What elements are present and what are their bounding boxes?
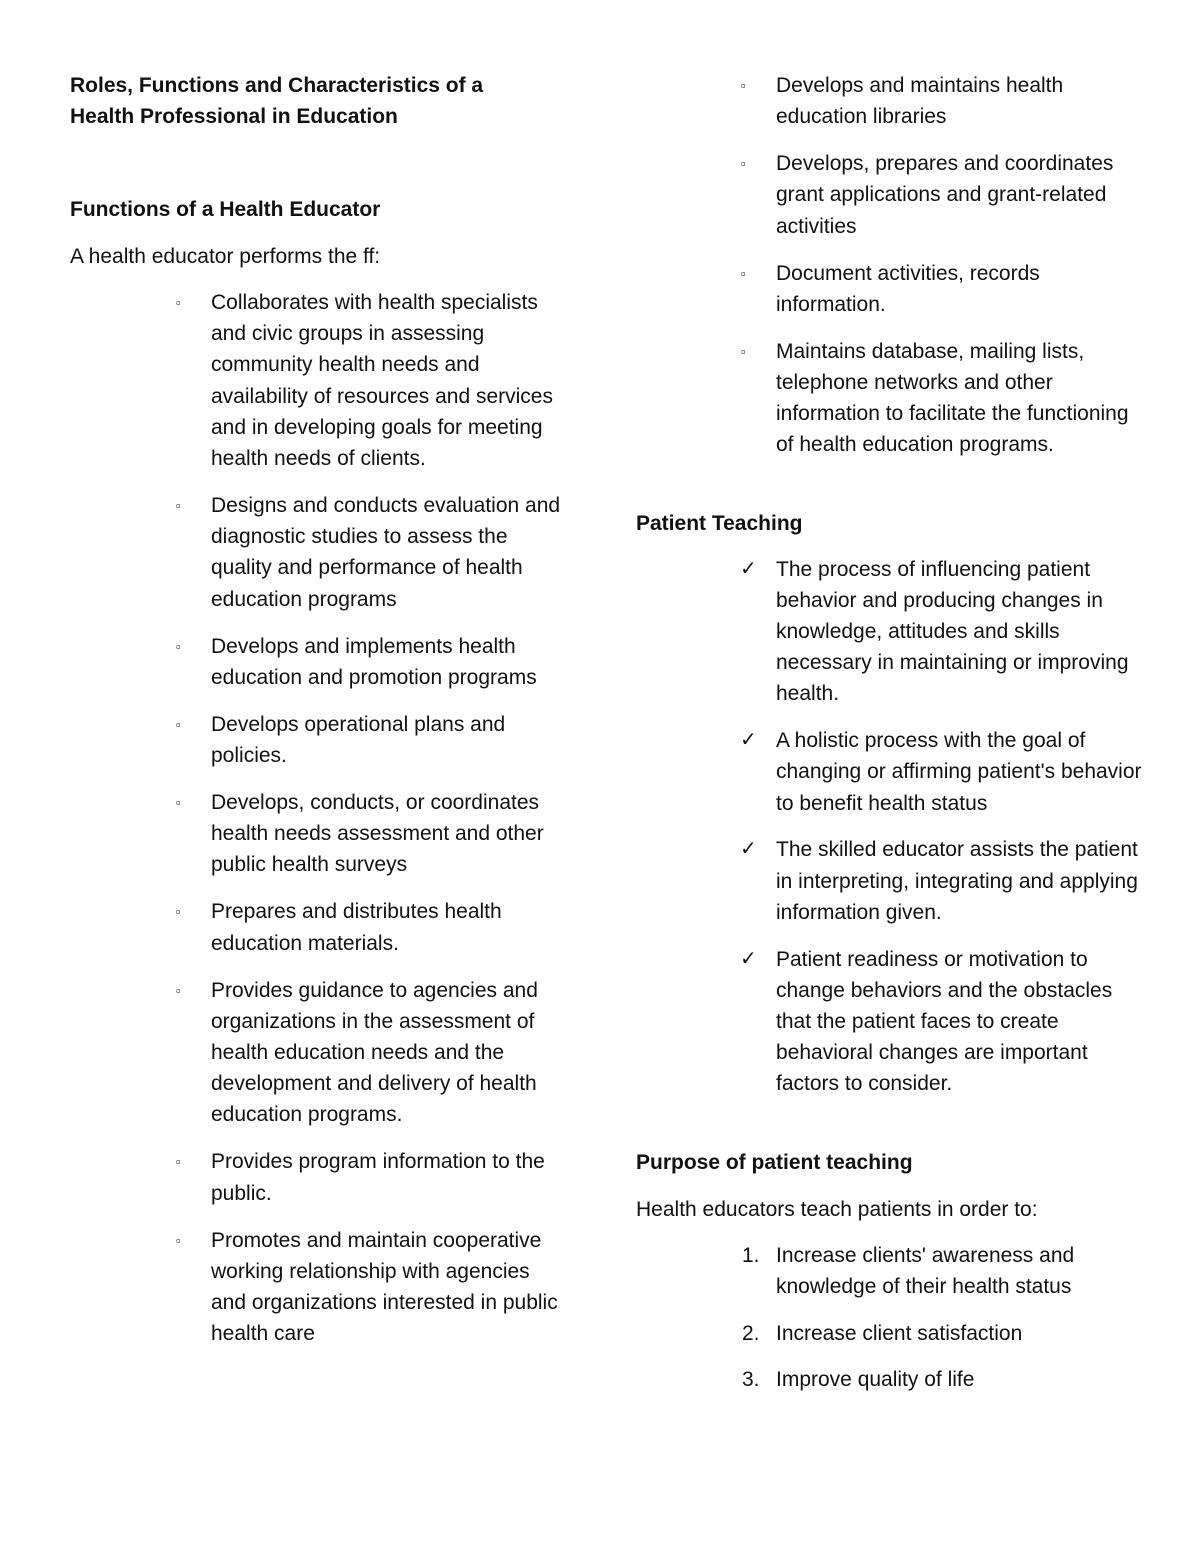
list-item xyxy=(636,554,1146,710)
list-number: 1. xyxy=(742,1243,760,1267)
list-item xyxy=(70,896,570,958)
square-bullet-icon: ▫ xyxy=(741,78,746,93)
square-bullet-icon: ▫ xyxy=(741,343,746,359)
list-item xyxy=(636,834,1146,928)
list-item xyxy=(636,1364,1146,1395)
square-bullet-icon: ▫ xyxy=(176,904,181,920)
list-item-text: Document activities, records information. xyxy=(776,261,1040,316)
list-item xyxy=(636,725,1146,819)
list-item-text: Develops and maintains health education libraries xyxy=(776,74,1064,129)
purpose-intro: Health educators teach patients in order to: xyxy=(636,1197,1038,1221)
checkmark-icon: ✓ xyxy=(740,729,757,752)
list-item xyxy=(70,490,570,615)
list-item-text: Maintains database, mailing lists, telephone networks and other information to facilitate the functioning of health education programs. xyxy=(776,339,1129,457)
document-title: Roles, Functions and Characteristics of a Health Professional in Education xyxy=(70,74,484,128)
list-item xyxy=(636,944,1146,1100)
checkmark-icon: ✓ xyxy=(740,557,757,580)
checkmark-icon: ✓ xyxy=(740,838,757,861)
square-bullet-icon: ▫ xyxy=(741,265,746,281)
square-bullet-icon: ▫ xyxy=(176,716,181,732)
functions-intro: A health educator performs the ff: xyxy=(70,245,381,268)
list-item-text: The skilled educator assists the patient in interpreting, integrating and applying information given. xyxy=(776,838,1138,924)
list-item xyxy=(70,1225,570,1350)
list-item xyxy=(636,336,1146,461)
list-item xyxy=(70,787,570,881)
list-number: 2. xyxy=(742,1321,760,1345)
list-item-text: Increase clients' awareness and knowledge of their health status xyxy=(776,1243,1075,1298)
list-item xyxy=(636,70,1146,132)
list-item-text: Designs and conducts evaluation and diagnostic studies to assess the quality and performance of health education programs xyxy=(211,494,561,611)
list-item-text: Patient readiness or motivation to change behaviors and the obstacles that the patient faces to create behavioral changes are important factors to consider. xyxy=(776,947,1113,1096)
list-item-text: Increase client satisfaction xyxy=(776,1321,1023,1345)
list-item xyxy=(70,287,570,474)
right-column xyxy=(636,70,1146,1411)
list-number: 3. xyxy=(742,1368,760,1392)
square-bullet-icon: ▫ xyxy=(176,295,181,310)
square-bullet-icon: ▫ xyxy=(176,498,181,514)
list-item-text: Develops, prepares and coordinates grant applications and grant-related activities xyxy=(776,152,1114,238)
square-bullet-icon: ▫ xyxy=(176,982,181,998)
list-item xyxy=(636,258,1146,320)
square-bullet-icon: ▫ xyxy=(741,156,746,172)
list-item xyxy=(636,148,1146,242)
square-bullet-icon: ▫ xyxy=(176,1154,181,1170)
list-item-text: Promotes and maintain cooperative working relationship with agencies and organizations interested in public health care xyxy=(211,1228,558,1346)
list-item-text: Improve quality of life xyxy=(776,1368,975,1392)
list-item-text: Provides program information to the public. xyxy=(211,1150,545,1205)
patient-teaching-list xyxy=(636,554,1146,1100)
square-bullet-icon: ▫ xyxy=(176,638,181,654)
section-heading-patient-teaching: Patient Teaching xyxy=(636,511,803,535)
list-item-text: Prepares and distributes health education materials. xyxy=(211,900,502,955)
list-item xyxy=(636,1240,1146,1302)
checkmark-icon: ✓ xyxy=(740,947,757,970)
list-item-text: Provides guidance to agencies and organizations in the assessment of health education needs and the development and delivery of health education programs. xyxy=(211,978,538,1127)
list-item xyxy=(70,631,570,693)
list-item-text: Develops and implements health education and promotion programs xyxy=(211,634,537,689)
list-item xyxy=(70,709,570,771)
list-item xyxy=(70,975,570,1131)
functions-list-continued xyxy=(636,70,1146,461)
list-item-text: A holistic process with the goal of changing or affirming patient's behavior to benefit health status xyxy=(776,729,1142,815)
list-item-text: Collaborates with health specialists and civic groups in assessing community health needs and availability of resources and services and in developing goals for meeting health needs of clients. xyxy=(211,291,553,471)
square-bullet-icon: ▫ xyxy=(176,795,181,811)
list-item xyxy=(70,1146,570,1208)
functions-list xyxy=(70,287,570,1349)
list-item-text: The process of influencing patient behavior and producing changes in knowledge, attitudes and skills necessary in maintaining or improving health. xyxy=(776,557,1129,706)
square-bullet-icon: ▫ xyxy=(176,1232,181,1248)
section-heading-functions: Functions of a Health Educator xyxy=(70,198,381,221)
list-item xyxy=(636,1318,1146,1349)
purpose-list xyxy=(636,1240,1146,1396)
section-heading-purpose: Purpose of patient teaching xyxy=(636,1150,913,1174)
list-item-text: Develops operational plans and policies. xyxy=(211,712,506,768)
list-item-text: Develops, conducts, or coordinates health needs assessment and other public health surveys xyxy=(211,791,544,877)
left-column xyxy=(70,70,570,1365)
